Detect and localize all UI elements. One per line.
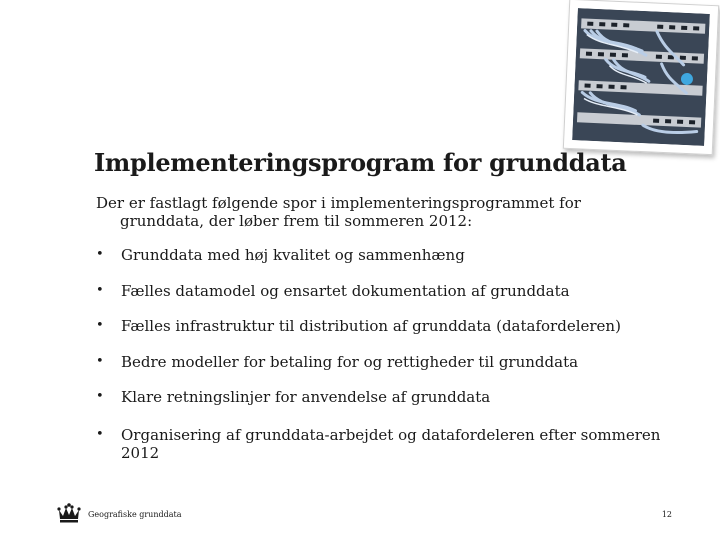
intro-paragraph: Der er fastlagt følgende spor i implementeringsprogrammet for grunddata, der løber frem til sommeren 2012: [96, 194, 581, 230]
list-item-text: Bedre modeller for betaling for og rettigheder til grunddata [121, 353, 579, 371]
list-item [96, 426, 676, 462]
slide-title: Implementeringsprogram for grunddata [94, 148, 627, 177]
bullet-symbol: • [96, 318, 104, 333]
list-item [96, 388, 676, 406]
bullet-symbol: • [96, 389, 104, 404]
list-item-text: Grunddata med høj kvalitet og sammenhæng [121, 246, 465, 264]
list-item-text: Klare retningslinjer for anvendelse af grunddata [121, 388, 491, 406]
list-item-text: Fælles infrastruktur til distribution af grunddata (datafordeleren) [121, 317, 621, 335]
list-item-text: Organisering af grunddata-arbejdet og datafordeleren efter sommeren 2012 [121, 426, 661, 462]
list-item-text: Fælles datamodel og ensartet dokumentation af grunddata [121, 282, 570, 300]
bullet-symbol: • [96, 354, 104, 369]
network-cables-photo [572, 8, 710, 146]
footer-label: Geografiske grunddata [88, 510, 182, 519]
list-item [96, 246, 676, 264]
page-number: 12 [661, 510, 672, 519]
header-photo [563, 0, 719, 155]
bullet-symbol: • [96, 427, 104, 442]
bullet-symbol: • [96, 247, 104, 262]
crown-icon [56, 502, 82, 528]
bullet-symbol: • [96, 283, 104, 298]
list-item [96, 282, 676, 300]
list-item [96, 317, 676, 335]
list-item [96, 353, 676, 371]
